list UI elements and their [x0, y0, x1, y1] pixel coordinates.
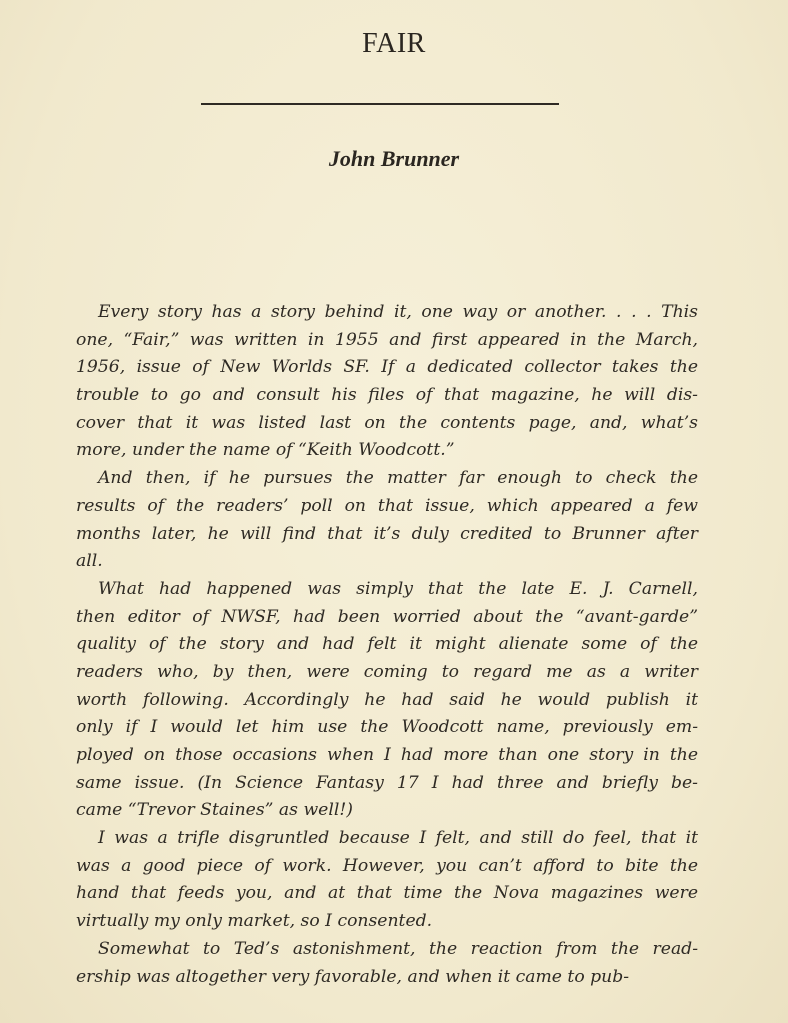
text-line: trouble to go and consult his files of that magazine, he will dis- — [76, 385, 698, 406]
text-line: hand that feeds you, and at that time the Nova magazines were — [76, 883, 698, 904]
text-line: months later, he will find that it’s duly credited to Brunner after — [76, 523, 698, 544]
author-name: John Brunner — [328, 146, 460, 171]
text-line: one, “Fair,” was written in 1955 and first appeared in the March, — [76, 329, 698, 350]
paragraph — [76, 825, 698, 936]
text-line: only if I would let him use the Woodcott name, previously em- — [76, 717, 698, 738]
title-rule — [201, 103, 559, 105]
text-line: quality of the story and had felt it might alienate some of the — [76, 634, 698, 655]
text-line: more, under the name of “Keith Woodcott.” — [76, 440, 455, 461]
text-line: Every story has a story behind it, one way or another. . . . This — [98, 302, 698, 322]
text-line: cover that it was listed last on the contents page, and, what’s — [76, 412, 698, 433]
text-line: then editor of NWSF, had been worried about the “avant-garde” — [76, 606, 698, 627]
text-line: came “Trevor Staines” as well!) — [76, 800, 353, 821]
text-line: was a good piece of work. However, you can’t afford to bite the — [76, 855, 698, 876]
paragraph — [76, 576, 698, 825]
text-line: I was a trifle disgruntled because I felt, and still do feel, that it — [98, 828, 698, 849]
paragraph — [76, 936, 698, 991]
text-line: And then, if he pursues the matter far enough to check the — [98, 468, 698, 489]
text-line: worth following. Accordingly he had said he would publish it — [76, 689, 698, 710]
text-line: readers who, by then, were coming to regard me as a writer — [76, 661, 698, 682]
text-line: ership was altogether very favorable, and when it came to pub- — [76, 966, 630, 987]
text-line: all. — [76, 551, 103, 572]
text-line: results of the readers’ poll on that issue, which appeared a few — [76, 495, 698, 516]
text-line: virtually my only market, so I consented. — [76, 911, 433, 932]
introduction-text — [76, 299, 698, 991]
text-line: same issue. (In Science Fantasy 17 I had three and briefly be- — [76, 772, 698, 793]
paragraph — [76, 465, 698, 576]
text-line: Somewhat to Ted’s astonishment, the reaction from the read- — [98, 938, 698, 959]
text-line: What had happened was simply that the late E. J. Carnell, — [98, 578, 698, 599]
text-line: 1956, issue of New Worlds SF. If a dedicated collector takes the — [76, 357, 698, 378]
text-line: ployed on those occasions when I had more than one story in the — [76, 745, 698, 765]
paragraph — [76, 299, 698, 465]
story-title: FAIR — [362, 28, 426, 59]
